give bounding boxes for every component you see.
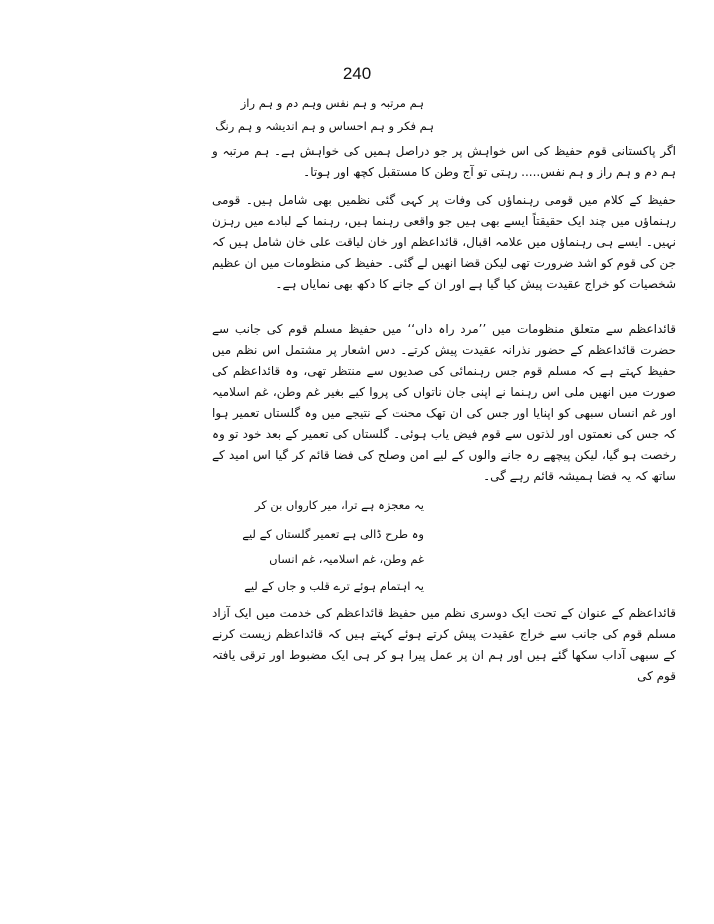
verse-line: یہ معجزہ ہے ترا، میر کارواں بن کر	[254, 498, 424, 512]
page-number: 240	[342, 64, 372, 83]
paragraph-text: قائداعظم کے عنوان کے تحت ایک دوسری نظم میں حفیظ قائداعظم کی خدمت میں ایک آزاد مسلم قوم کی جانب سے خراج عقیدت پیش کرتے ہوئے کہتے ہیں کہ قائداعظم زیست کرنے کے سبھی آداب سکھا گئے ہیں اور ہم ان پر عمل پیرا ہو کر ہی ایک مضبوط اور ترقی یافتہ قوم کی	[212, 606, 676, 683]
verse-line: غم وطن، غم اسلامیہ، غم انساں	[269, 552, 424, 566]
verse-line: یہ اہتمام ہوئے ترے قلب و جاں کے لیے	[244, 579, 424, 593]
paragraph	[212, 603, 676, 687]
paragraph	[212, 190, 676, 295]
paragraph-text: قائداعظم سے متعلق منظومات میں ’’مرد راہ داں‘‘ میں حفیظ مسلم قوم کی جانب سے حضرت قائداعظم کے حضور نذرانہ عقیدت پیش کرتے۔ دس اشعار پر مشتمل اس نظم میں حفیظ کہتے ہے کہ مسلم قوم جس رہنمائی کی صدیوں سے منتظر تھی، وہ قائداعظم کی صورت میں انھیں ملی اس رہنما نے اپنی جان ناتواں کی پروا کیے بغیر غم وطن، غم اسلامیہ اور غم انساں سبھی کو اپنایا اور جس کی ان تھک محنت کے نتیجے میں وہ گلستاں تعمیر ہوا کہ جس کی نعمتوں اور لذتوں سے قوم فیض یاب ہوئی۔ گلستاں کی تعمیر کے بعد خود تو وہ رخصت ہو گیا، لیکن پیچھے رہ جانے والوں کے لیے امن وصلح کی فضا قائم کر گیا اس امید کے ساتھ کہ یہ فضا ہمیشہ قائم رہے گی۔	[212, 322, 676, 483]
verse-line: ہم فکر و ہم احساس و ہم اندیشہ و ہم رنگ	[215, 119, 434, 133]
paragraph	[212, 141, 676, 183]
paragraph	[212, 319, 676, 487]
paragraph-text: حفیظ کے کلام میں قومی رہنماؤں کی وفات پر کہی گئی نظمیں بھی شامل ہیں۔ قومی رہنماؤں میں چند ایک حقیقتاً ایسے بھی ہیں جو واقعی رہنما ہیں، رہنما کے لبادے میں رہزن نہیں۔ ایسے ہی رہنماؤں میں علامہ اقبال، قائداعظم اور خان لیاقت علی خان شامل ہیں کہ جن کی قوم کو اشد ضرورت تھی لیکن قضا انھیں لے گئی۔ حفیظ کی منظومات میں ان عظیم شخصیات کو خراج عقیدت پیش کیا گیا ہے اور ان کے جانے کا دکھ بھی نمایاں ہے۔	[212, 193, 676, 291]
verse-line: ہم مرتبہ و ہم نفس وہم دم و ہم راز	[240, 96, 424, 110]
paragraph-text: اگر پاکستانی قوم حفیظ کی اس خواہش پر جو دراصل ہمیں کی خواہش ہے۔ ہم مرتبہ و ہم دم و ہم راز و ہم نفس..... رہتی تو آج وطن کا مستقبل کچھ اور ہوتا۔	[212, 144, 676, 179]
verse-line: وہ طرح ڈالی ہے تعمیر گلستاں کے لیے	[242, 527, 424, 541]
